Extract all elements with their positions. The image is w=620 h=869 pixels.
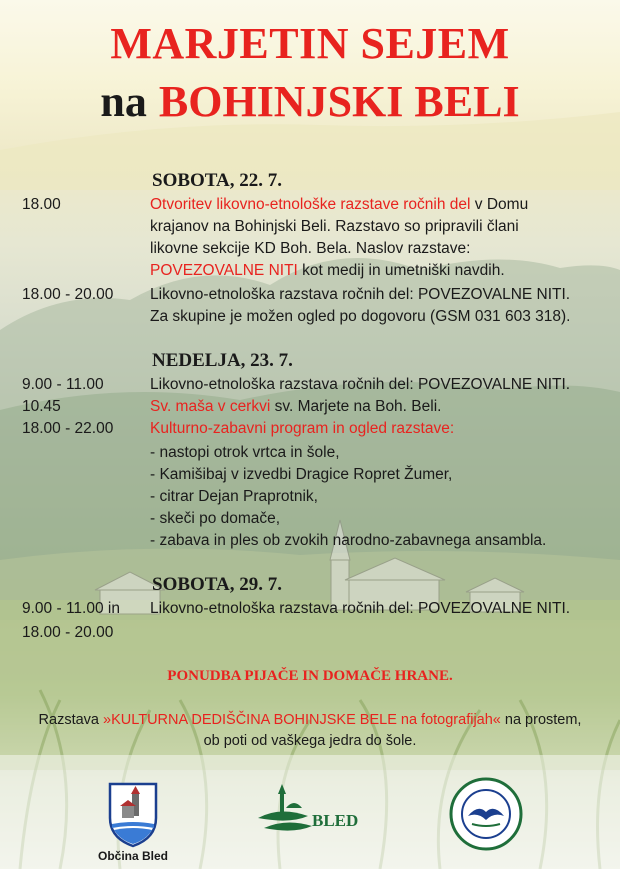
program-item: - zabava in ples ob zvokih narodno-zabavnega ansambla. xyxy=(150,532,547,549)
day2-event3-time: 18.00 - 22.00 xyxy=(22,420,114,437)
plain-text: sv. Marjete na Boh. Beli. xyxy=(270,398,442,415)
plain-text: v Domu xyxy=(470,196,529,213)
day2-heading: NEDELJA, 23. 7. xyxy=(152,350,293,371)
obcina-bled-label: Občina Bled xyxy=(97,849,168,863)
plain-text: Razstava xyxy=(38,712,104,728)
program-item: - skeči po domače, xyxy=(150,510,281,527)
day1-event1-line3: likovne sekcije KD Boh. Bela. Naslov razstave: xyxy=(150,240,471,257)
day2-event1-line1: Likovno-etnološka razstava ročnih del: POVEZOVALNE NITI. xyxy=(150,376,571,393)
subtitle-prefix: na xyxy=(100,77,147,126)
offer-banner: PONUDBA PIJAČE IN DOMAČE HRANE. xyxy=(167,668,453,684)
exhibit-line1 xyxy=(0,712,620,728)
day2-event2-time: 10.45 xyxy=(22,398,61,415)
highlight-text: Otvoritev likovno-etnološke razstave ročnih del xyxy=(150,196,471,213)
plain-text: kot medij in umetniški navdih. xyxy=(297,262,505,279)
day1-event1-time: 18.00 xyxy=(22,196,61,213)
highlight-text: Sv. maša v cerkvi xyxy=(150,398,271,415)
subtitle-place: BOHINJSKI BELI xyxy=(158,77,520,126)
day1-event2-line2: Za skupine je možen ogled po dogovoru (GSM 031 603 318). xyxy=(150,308,571,325)
bled-logo-label: BLED xyxy=(312,811,359,830)
day2-event2-line1 xyxy=(150,398,441,416)
day1-event2-time: 18.00 - 20.00 xyxy=(22,286,114,303)
program-item: - citrar Dejan Praprotnik, xyxy=(150,488,318,505)
program-item: - nastopi otrok vrtca in šole, xyxy=(150,444,340,461)
day1-event1-line2: krajanov na Bohinjski Beli. Razstavo so pripravili člani xyxy=(150,218,519,235)
exhibit-line2: ob poti od vaškega jedra do šole. xyxy=(203,733,417,749)
day3-event1-time-b: 18.00 - 20.00 xyxy=(22,624,114,641)
highlight-text: POVEZOVALNE NITI xyxy=(150,262,298,279)
day3-event1-time-a: 9.00 - 11.00 in xyxy=(22,600,120,617)
day1-event2-line1: Likovno-etnološka razstava ročnih del: POVEZOVALNE NITI. xyxy=(150,286,571,303)
day2-event3-title: Kulturno-zabavni program in ogled razstave: xyxy=(150,420,455,437)
day1-event1-line4 xyxy=(150,262,505,280)
turisticno-drustvo-logo-icon xyxy=(448,776,524,852)
plain-text: na prostem, xyxy=(500,712,582,728)
program-item: - Kamišibaj v izvedbi Dragice Ropret Žumer, xyxy=(150,466,453,483)
day3-heading: SOBOTA, 29. 7. xyxy=(152,574,283,595)
day2-event1-time: 9.00 - 11.00 xyxy=(22,376,104,393)
day1-event1-line1 xyxy=(150,196,528,214)
day3-event1-line1: Likovno-etnološka razstava ročnih del: POVEZOVALNE NITI. xyxy=(150,600,571,617)
page-subtitle xyxy=(0,76,620,127)
day1-heading: SOBOTA, 22. 7. xyxy=(152,170,283,191)
page-title: MARJETIN SEJEM xyxy=(110,19,510,68)
highlight-text: »KULTURNA DEDIŠČINA BOHINJSKE BELE na fotografijah« xyxy=(103,712,501,728)
